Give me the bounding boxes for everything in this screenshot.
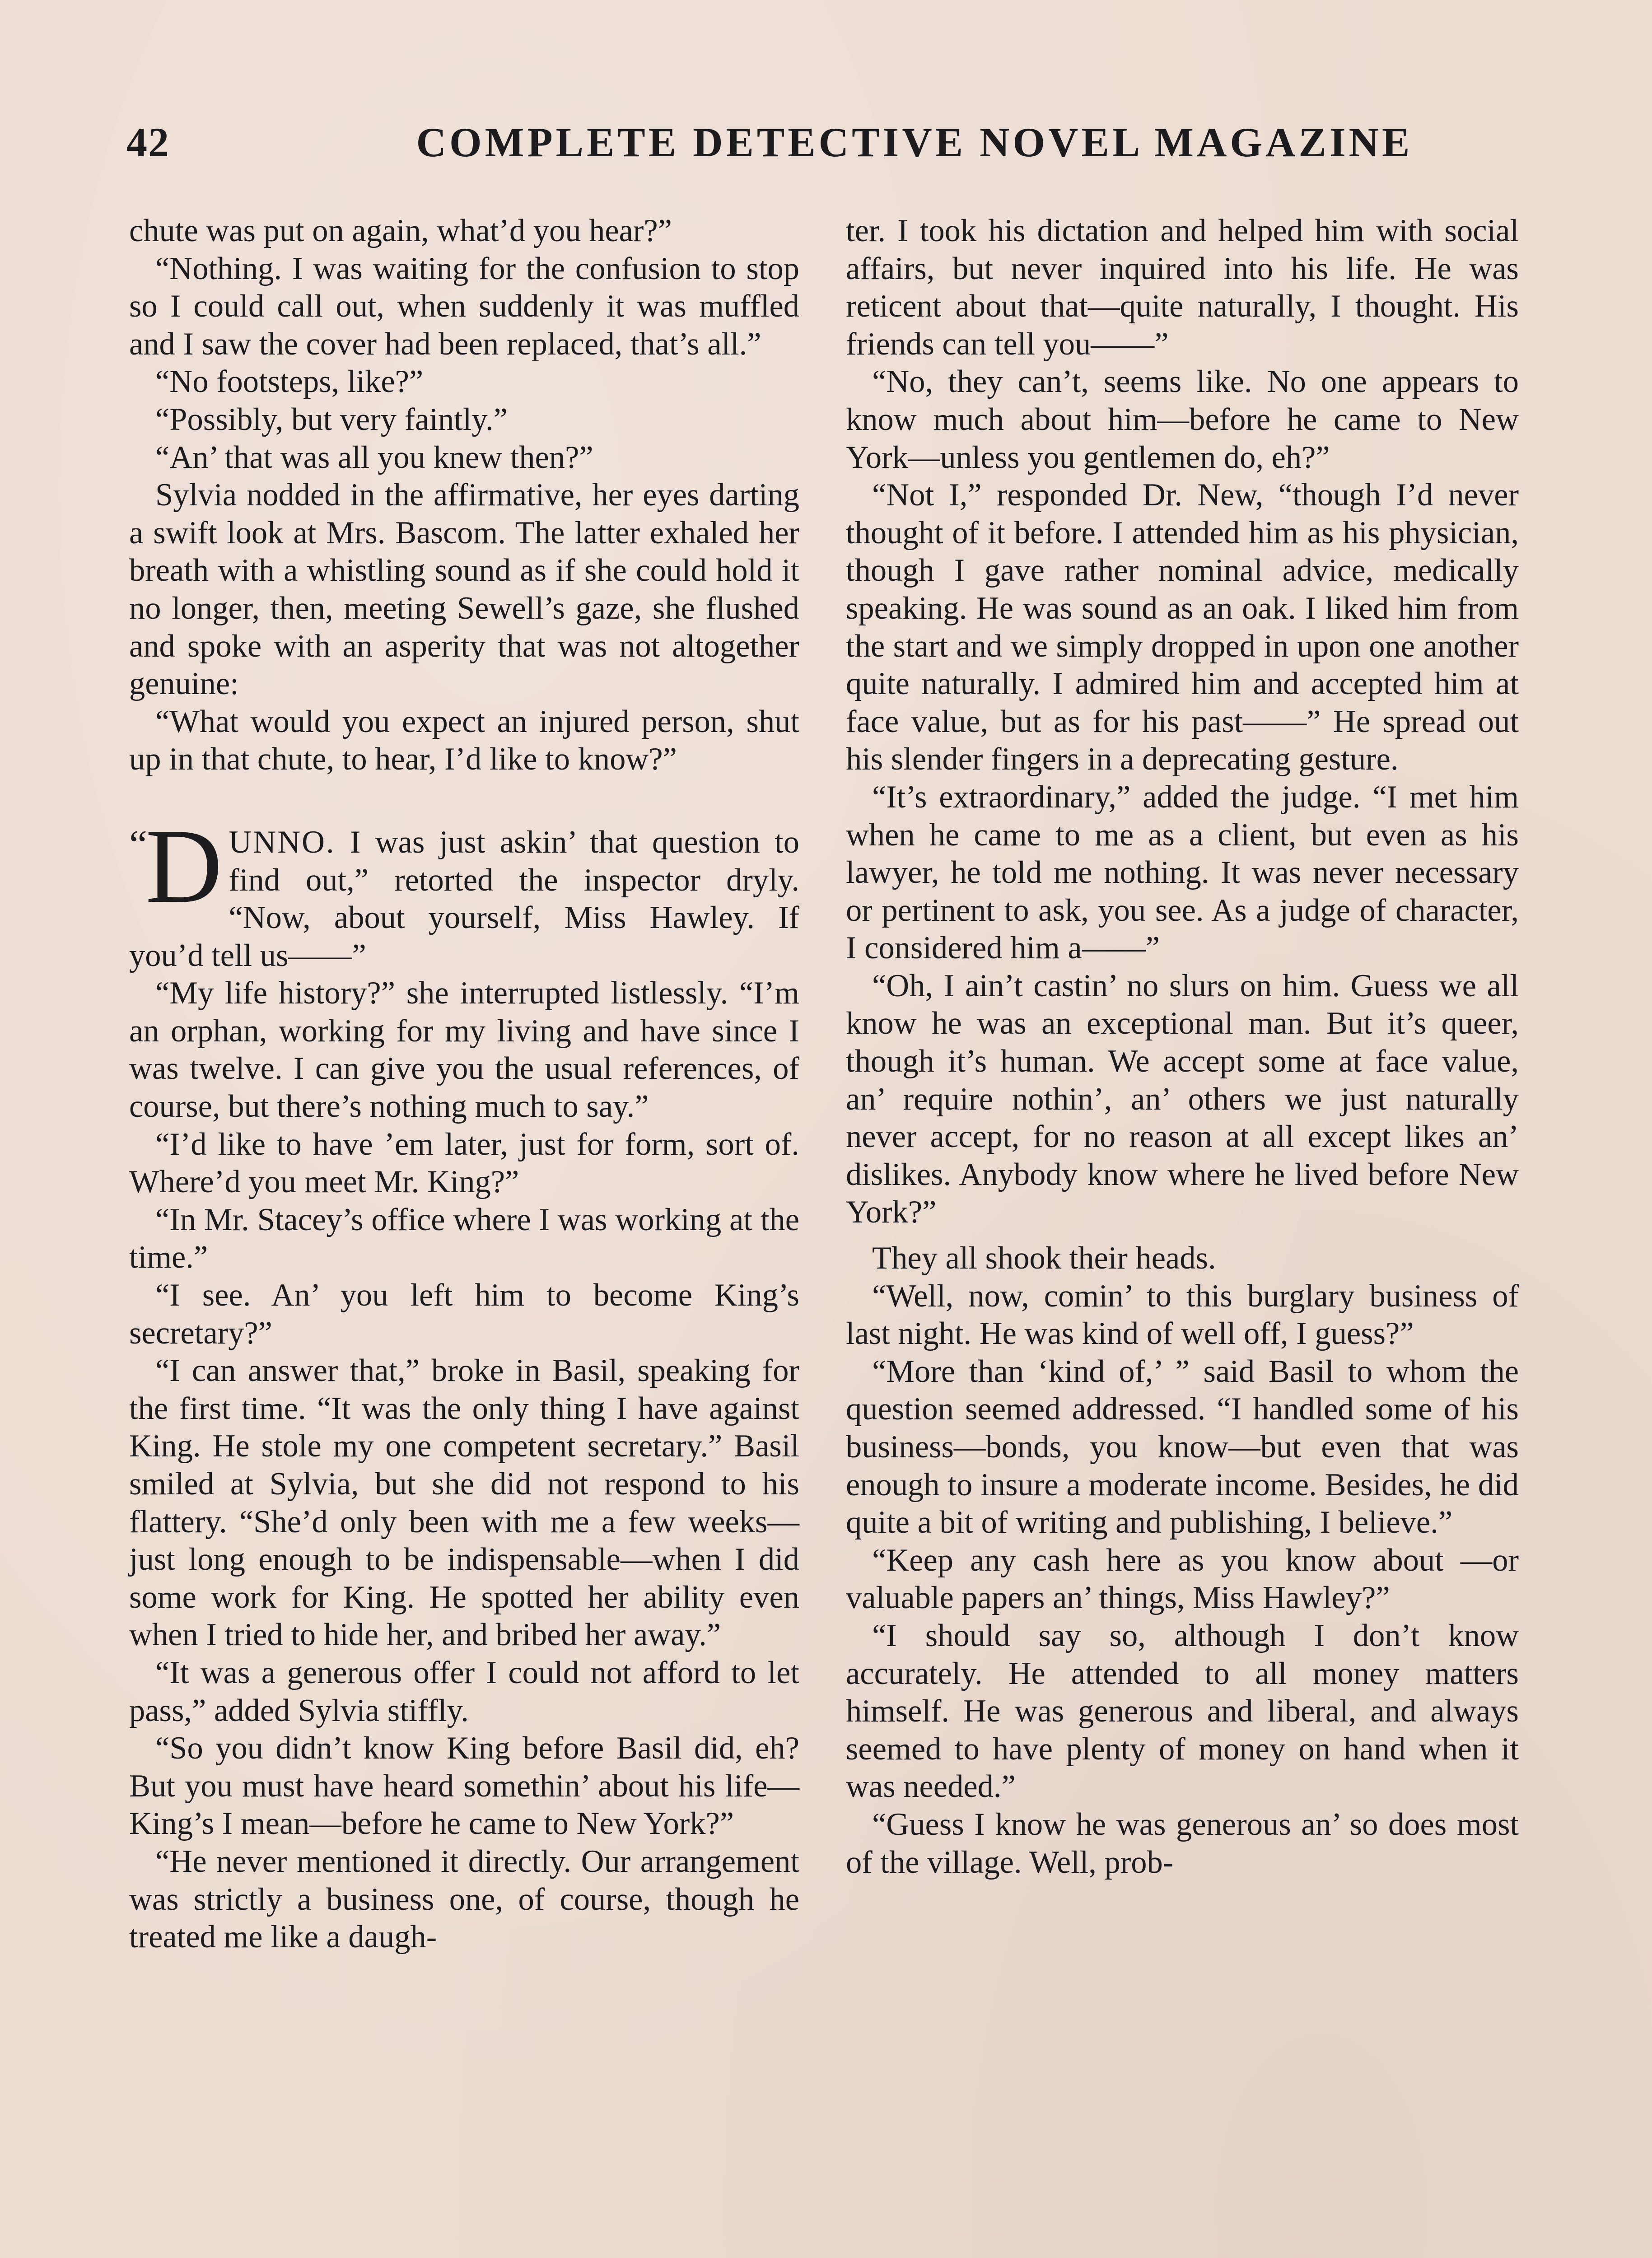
paragraph: “Keep any cash here as you know about —or valuable papers an’ things, Miss Hawley?”: [846, 1542, 1519, 1616]
paragraph: “I should say so, although I don’t know accurately. He attended to all money matters himself. He was generous and liberal, and always seemed to have plenty of money on hand when it was needed.”: [846, 1618, 1519, 1805]
paragraph: “An’ that was all you knew then?”: [155, 439, 593, 475]
paragraph: “It’s extraordinary,” added the judge. “I met him when he came to me as a client, but even as his lawyer, he told me nothing. It was never necessary or pertinent to ask, you see. As a judge of character, I considered him a——”: [846, 779, 1519, 966]
paragraph: “Guess I know he was generous an’ so does most of the village. Well, prob-: [846, 1806, 1519, 1880]
drop-cap-smallcaps: UNNO.: [229, 824, 336, 860]
paragraph: “No, they can’t, seems like. No one appears to know much about him—before he came to New York—unless you gentlemen do, eh?”: [846, 364, 1519, 475]
paragraph: “I see. An’ you left him to become King’s secretary?”: [129, 1278, 799, 1351]
paragraph: ter. I took his dictation and helped him with social affairs, but never inquired into his life. He was reticent about that—quite naturally, I thought. His friends can tell you——”: [846, 213, 1519, 362]
paragraph: “More than ‘kind of,’ ” said Basil to whom the question seemed addressed. “I handled some of his business—bonds, you know—but even that was enough to insure a moderate income. Besides, he did quite a bit of writing and publishing, I believe.”: [846, 1353, 1519, 1540]
paragraph: “Not I,” responded Dr. New, “though I’d never thought of it before. I attended him as his physician, though I gave rather nominal advice, medically speaking. He was sound as an oak. I liked him from the start and we simply dropped in upon one another quite naturally. I admired him and accepted him at face value, but as for his past——” He spread out his slender fingers in a deprecating gesture.: [846, 477, 1519, 777]
paragraph: “I can answer that,” broke in Basil, speaking for the first time. “It was the only thing I have against King. He stole my one competent secretary.” Basil smiled at Sylvia, but she did not respond to his flattery. “She’d only been with me a few weeks—just long enough to be indispensable—when I did some work for King. He spotted her ability even when I tried to hide her, and bribed her away.”: [129, 1353, 799, 1653]
paragraph: “So you didn’t know King before Basil did, eh? But you must have heard somethin’ about his life—King’s I mean—before he came to New York?”: [129, 1731, 799, 1842]
drop-cap-quote: “: [129, 822, 147, 867]
paragraph: “I’d like to have ’em later, just for form, sort of. Where’d you meet Mr. King?”: [129, 1126, 799, 1200]
paragraph: Sylvia nodded in the affirmative, her eyes darting a swift look at Mrs. Bascom. The latter exhaled her breath with a whistling sound as if she could hold it no longer, then, meeting Sewell’s gaze, she flushed and spoke with an asperity that was not altogether genuine:: [129, 477, 799, 702]
paragraph: “It was a generous offer I could not afford to let pass,” added Sylvia stiffly.: [129, 1655, 799, 1728]
drop-cap-letter: D: [145, 807, 223, 925]
left-column: [129, 212, 799, 1956]
paragraph: “Nothing. I was waiting for the confusion to stop so I could call out, when suddenly it was muffled and I saw the cover had been replaced, that’s all.”: [129, 251, 799, 362]
drop-cap-paragraph-text: I was just askin’ that question to find out,” retorted the inspector dryly. “Now, about yourself, Miss Hawley. If you’d tell us——”: [129, 824, 799, 973]
paragraph: “He never mentioned it directly. Our arrangement was strictly a business one, of course, though he treated me like a daugh-: [129, 1843, 799, 1955]
paragraph: “No footsteps, like?”: [155, 364, 424, 400]
magazine-title: COMPLETE DETECTIVE NOVEL MAGAZINE: [416, 119, 1413, 165]
right-column: [846, 212, 1519, 1881]
paragraph: “In Mr. Stacey’s office where I was working at the time.”: [129, 1202, 799, 1275]
paragraph: “What would you expect an injured person, shut up in that chute, to hear, I’d like to know?”: [129, 704, 799, 777]
paragraph: “Possibly, but very faintly.”: [155, 401, 508, 437]
paragraph: “Oh, I ain’t castin’ no slurs on him. Guess we all know he was an exceptional man. But it’s queer, though it’s human. We accept some at face value, an’ require nothin’, an’ others we just naturally never accept, for no reason at all except likes an’ dislikes. Anybody know where he lived before New York?”: [846, 968, 1519, 1230]
page-header: [126, 118, 1520, 173]
paragraph: chute was put on again, what’d you hear?”: [129, 213, 672, 248]
paragraph: They all shook their heads.: [872, 1241, 1216, 1276]
drop-cap-paragraph: [129, 807, 799, 975]
page-number: 42: [126, 119, 170, 165]
paragraph: “Well, now, comin’ to this burglary business of last night. He was kind of well off, I guess?”: [846, 1278, 1519, 1352]
paragraph: “My life history?” she interrupted listlessly. “I’m an orphan, working for my living and have since I was twelve. I can give you the usual references, of course, but there’s nothing much to say.”: [129, 975, 799, 1124]
